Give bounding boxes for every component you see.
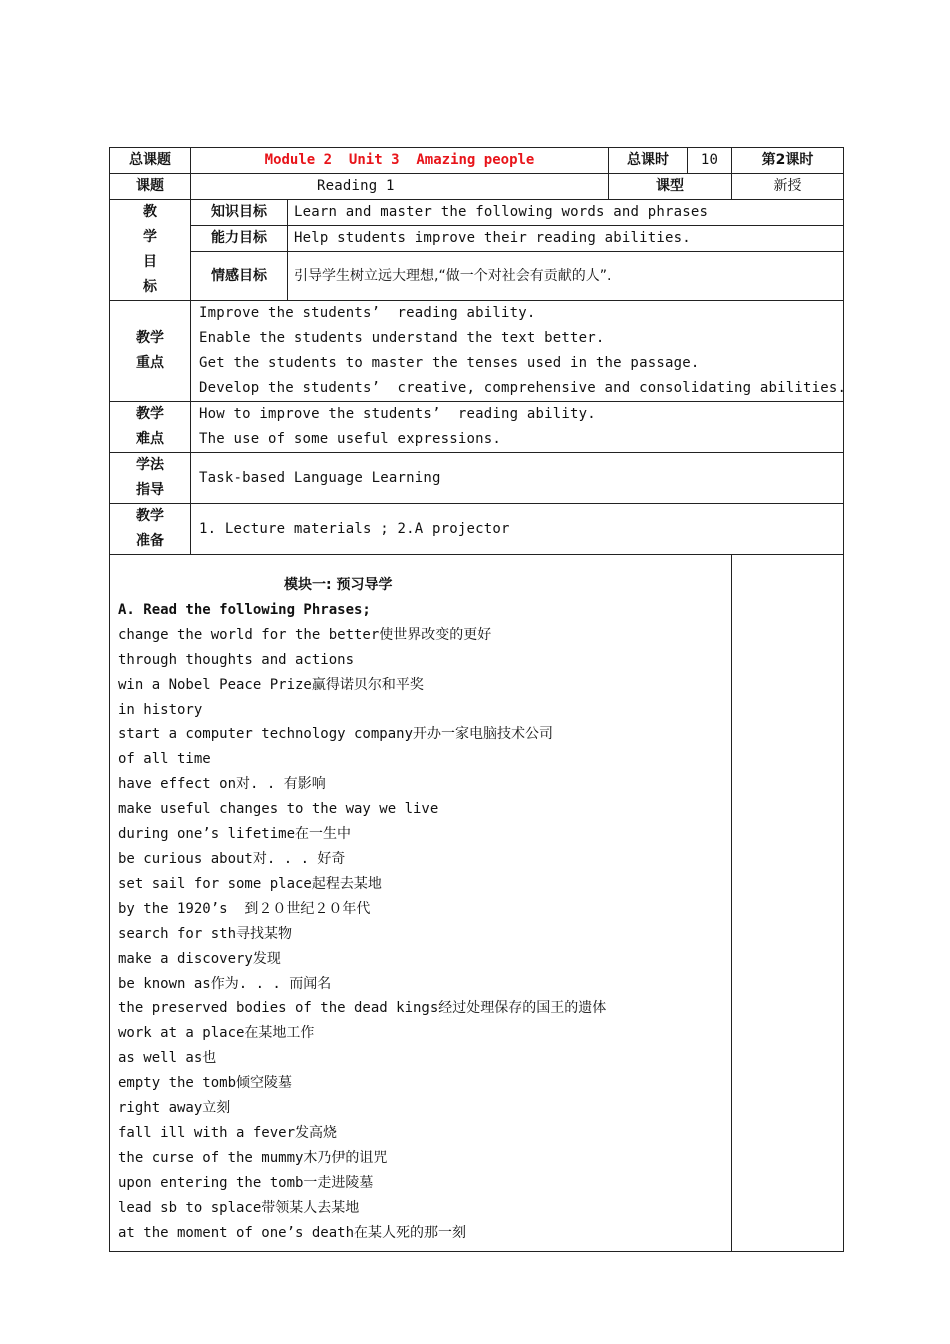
phrase-item: set sail for some place起程去某地 [118, 875, 382, 892]
phrase-item: of all time [118, 751, 211, 768]
phrase-item: make a discovery发现 [118, 950, 281, 967]
phrase-list [118, 623, 723, 1246]
type-label: 课型 [609, 174, 732, 200]
type-value: 新授 [732, 174, 844, 200]
phrase-item: through thoughts and actions [118, 651, 355, 668]
phrase-item: the curse of the mummy木乃伊的诅咒 [118, 1149, 388, 1166]
phrase-item: work at a place在某地工作 [118, 1025, 315, 1042]
key-points-row [110, 301, 844, 402]
ability-objective-text: Help students improve their reading abilities. [288, 226, 844, 252]
preparation-row [110, 504, 844, 555]
knowledge-objective-text: Learn and master the following words and phrases [288, 200, 844, 226]
module-title: 模块一: 预习导学 [284, 577, 393, 593]
phrase-item: upon entering the tomb一走进陵墓 [118, 1174, 374, 1191]
phrase-item: during one’s lifetime在一生中 [118, 826, 352, 843]
phrase-item: as well as也 [118, 1050, 217, 1067]
total-hours-label: 总课时 [609, 148, 688, 174]
difficulties-row [110, 402, 844, 453]
phrase-item: lead sb to splace带领某人去某地 [118, 1199, 360, 1216]
topic-value: Module 2 Unit 3 Amazing people [191, 148, 609, 174]
phrase-item: change the world for the better使世界改变的更好 [118, 626, 492, 643]
emotion-objective-label: 情感目标 [191, 252, 288, 301]
module-content [110, 555, 732, 1252]
knowledge-objective-label: 知识目标 [191, 200, 288, 226]
module-row [110, 555, 844, 1252]
phrase-item: fall ill with a fever发高烧 [118, 1124, 338, 1141]
phrase-item: be curious about对. . . 好奇 [118, 850, 346, 867]
phrase-item: at the moment of one’s death在某人死的那一刻 [118, 1224, 467, 1241]
section-a-heading: A. Read the following Phrases; [118, 601, 371, 618]
preparation-text: 1. Lecture materials ; 2.A projector [191, 504, 844, 555]
objectives-group-label: 教 学 目 标 [110, 200, 191, 301]
phrase-item: start a computer technology company开办一家电脑技术公司 [118, 726, 554, 743]
header-row-topic [110, 148, 844, 174]
method-label: 学法 指导 [110, 453, 191, 504]
ability-objective-label: 能力目标 [191, 226, 288, 252]
objective-row-ability [110, 226, 844, 252]
phrase-item: by the 1920’s 到２０世纪２０年代 [118, 900, 371, 917]
topic-label: 总课题 [110, 148, 191, 174]
objective-row-emotion [110, 252, 844, 301]
difficulties-label: 教学 难点 [110, 402, 191, 453]
key-points-content: Improve the students’ reading ability. Enable the students understand the text better. Get the students to master the tenses used in the passage. Develop the students’ creative, comprehensive and consolidating abilities. [191, 301, 844, 402]
method-row [110, 453, 844, 504]
phrase-item: right away立刻 [118, 1100, 231, 1117]
objective-row-knowledge [110, 200, 844, 226]
module-notes-column [732, 555, 844, 1252]
phrase-item: the preserved bodies of the dead kings经过处理保存的国王的遗体 [118, 1000, 607, 1017]
method-text: Task-based Language Learning [191, 453, 844, 504]
phrase-item: have effect on对. . 有影响 [118, 776, 326, 793]
total-hours-value: 10 [688, 148, 732, 174]
difficulties-content: How to improve the students’ reading ability. The use of some useful expressions. [191, 402, 844, 453]
phrase-item: make useful changes to the way we live [118, 801, 439, 818]
session-label: 第2课时 [732, 148, 844, 174]
phrase-item: win a Nobel Peace Prize赢得诺贝尔和平奖 [118, 676, 424, 693]
phrase-item: be known as作为. . . 而闻名 [118, 975, 332, 992]
header-row-lesson [110, 174, 844, 200]
preparation-label: 教学 准备 [110, 504, 191, 555]
lesson-plan-table [109, 147, 847, 1252]
lesson-label: 课题 [110, 174, 191, 200]
lesson-value: Reading 1 [191, 174, 609, 200]
phrase-item: in history [118, 701, 203, 718]
emotion-objective-text: 引导学生树立远大理想,“做一个对社会有贡献的人”. [288, 252, 844, 301]
phrase-item: empty the tomb倾空陵墓 [118, 1075, 293, 1092]
key-points-label: 教学 重点 [110, 301, 191, 402]
phrase-item: search for sth寻找某物 [118, 925, 293, 942]
